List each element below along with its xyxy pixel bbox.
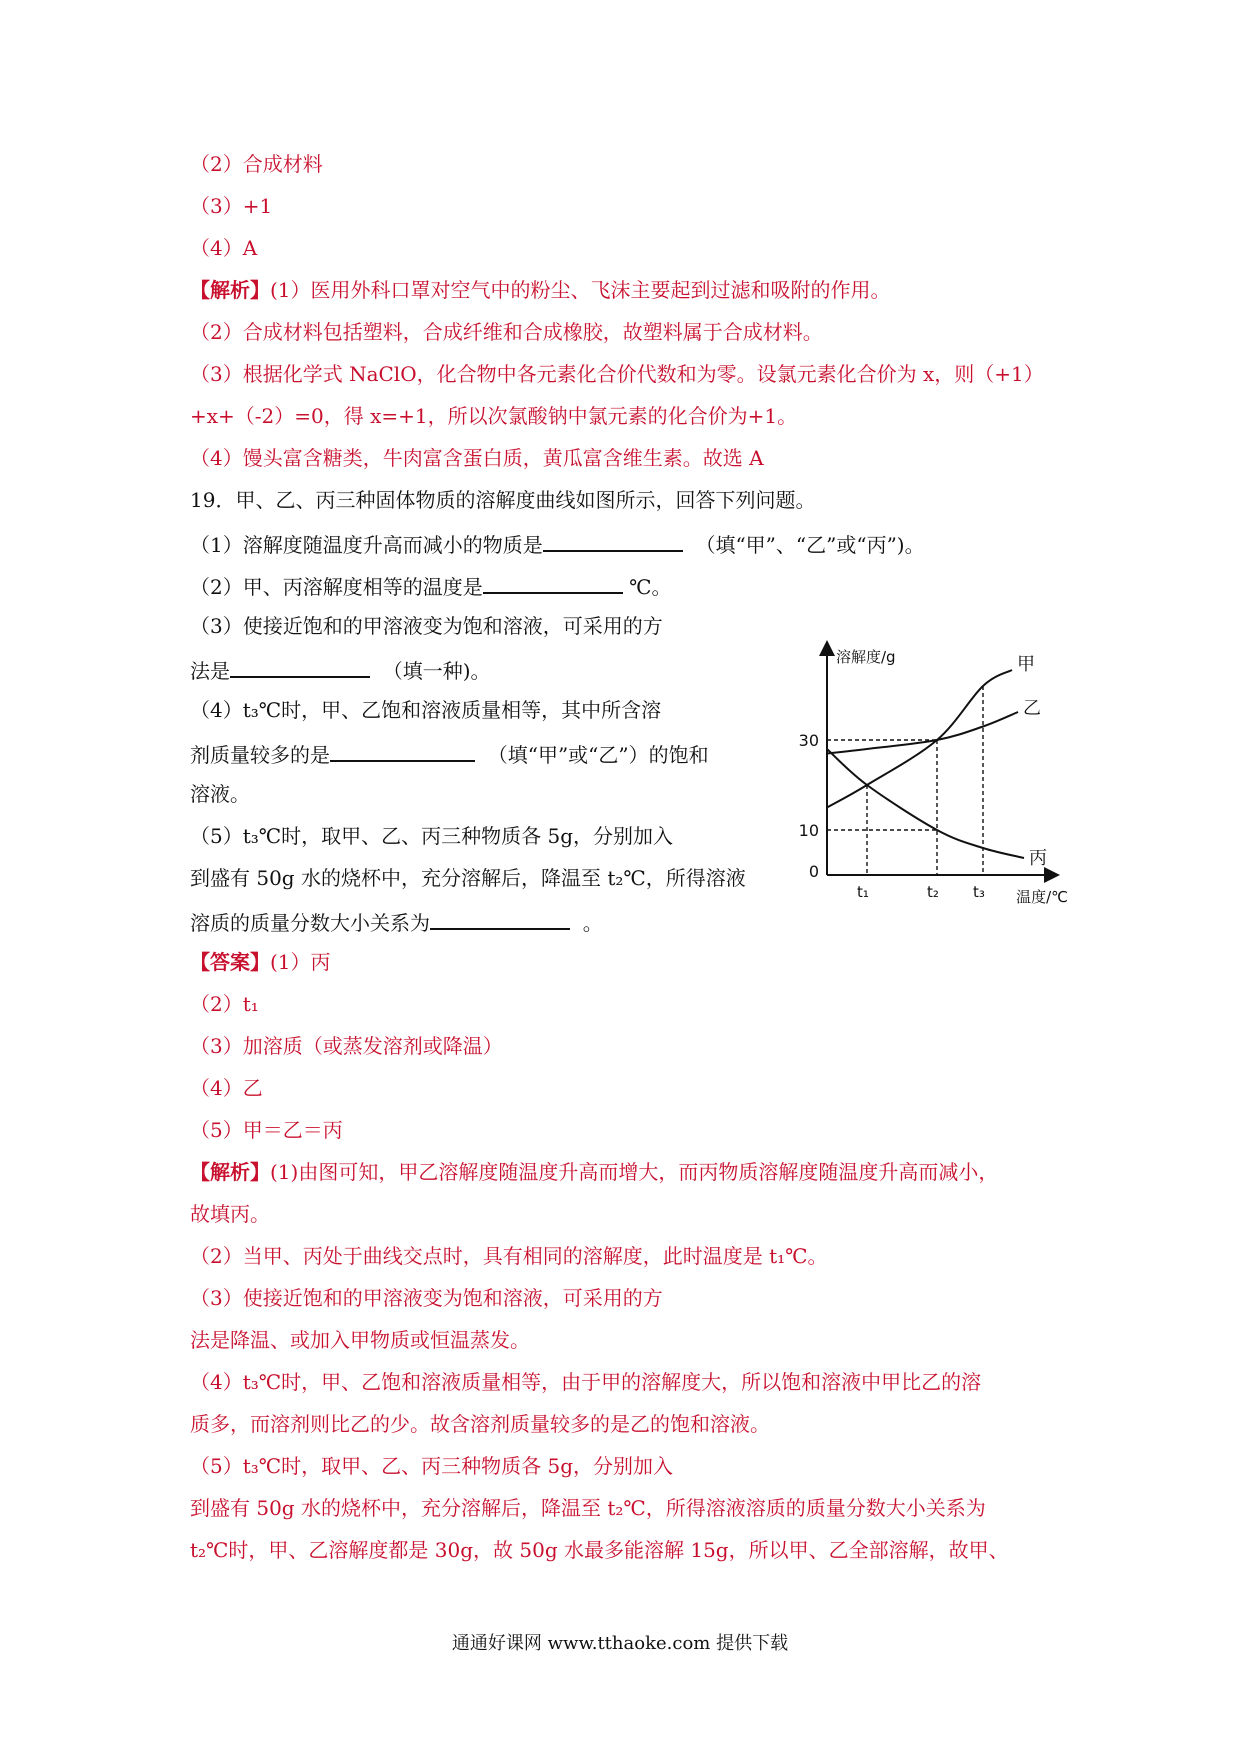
answer-5: （5）甲＝乙＝丙 — [190, 1118, 343, 1142]
question-3a: （3）使接近饱和的甲溶液变为饱和溶液，可采用的方 — [190, 614, 663, 638]
analysis-5b: 到盛有 50g 水的烧杯中，充分溶解后，降温至 t₂℃，所得溶液溶质的质量分数大小关系为 — [190, 1496, 986, 1520]
answer-1-text: (1）丙 — [270, 950, 331, 974]
q5-blank — [430, 906, 570, 930]
page-footer: 通通好课网 www.tthaoke.com 提供下载 — [451, 1633, 789, 1654]
answer-3: （3）加溶质（或蒸发溶剂或降温） — [190, 1034, 503, 1058]
y-tick-label: 30 — [798, 731, 819, 750]
question-3b — [190, 654, 491, 685]
prev-analysis-4: （4）馒头富含糖类，牛肉富含蛋白质，黄瓜富含维生素。故选 A — [190, 446, 764, 470]
prev-answer-3: （3）+1 — [190, 194, 273, 218]
prev-analysis-3a: （3）根据化学式 NaClO，化合物中各元素化合价代数和为零。设氯元素化合价为 x，则（+1） — [190, 362, 1044, 386]
prev-analysis-2: （2）合成材料包括塑料，合成纤维和合成橡胶，故塑料属于合成材料。 — [190, 320, 823, 344]
analysis-5a: （5）t₃℃时，取甲、乙、丙三种物质各 5g，分别加入 — [190, 1454, 674, 1478]
q2-unit: ℃。 — [629, 575, 672, 599]
q3-blank — [230, 654, 370, 678]
q2-text: （2）甲、丙溶解度相等的温度是 — [190, 575, 483, 599]
analysis-1b: 故填丙。 — [190, 1202, 270, 1226]
analysis-3b: 法是降温、或加入甲物质或恒温蒸发。 — [190, 1328, 530, 1352]
x-axis-label: 温度/℃ — [1016, 888, 1068, 906]
analysis-4b: 质多，而溶剂则比乙的少。故含溶剂质量较多的是乙的饱和溶液。 — [190, 1412, 770, 1436]
q4-blank — [330, 738, 475, 762]
analysis-text: (1）医用外科口罩对空气中的粉尘、飞沫主要起到过滤和吸附的作用。 — [270, 278, 891, 302]
question-2 — [190, 570, 671, 601]
question-5a: （5）t₃℃时，取甲、乙、丙三种物质各 5g，分别加入 — [190, 824, 674, 848]
question-4c: 溶液。 — [190, 782, 250, 806]
prev-analysis-1 — [190, 276, 891, 304]
q4-hint: （填“甲”或“乙”）的饱和 — [487, 743, 709, 767]
y-tick-label: 0 — [808, 862, 819, 881]
answer-tag: 【答案】 — [190, 950, 270, 974]
analysis-tag: 【解析】 — [190, 278, 270, 302]
answer-4: （4）乙 — [190, 1076, 263, 1100]
prev-answer-2: （2）合成材料 — [190, 152, 323, 176]
q5-end: 。 — [582, 911, 603, 935]
prev-analysis-3b: +x+（-2）=0，得 x=+1，所以次氯酸钠中氯元素的化合价为+1。 — [190, 404, 798, 428]
q1-text: （1）溶解度随温度升高而减小的物质是 — [190, 533, 543, 557]
analysis-tag: 【解析】 — [190, 1160, 270, 1184]
question-4b — [190, 738, 709, 769]
q5-text: 溶质的质量分数大小关系为 — [190, 911, 430, 935]
analysis-5c: t₂℃时，甲、乙溶解度都是 30g，故 50g 水最多能溶解 15g，所以甲、乙全部溶解，故甲、 — [190, 1538, 1009, 1562]
q4-text: 剂质量较多的是 — [190, 743, 330, 767]
question-stem: 19．甲、乙、丙三种固体物质的溶解度曲线如图所示，回答下列问题。 — [190, 488, 816, 512]
analysis-1a — [190, 1158, 998, 1186]
analysis-1a-text: (1)由图可知，甲乙溶解度随温度升高而增大，而丙物质溶解度随温度升高而减小， — [270, 1160, 999, 1184]
analysis-3a: （3）使接近饱和的甲溶液变为饱和溶液，可采用的方 — [190, 1286, 663, 1310]
analysis-4a: （4）t₃℃时，甲、乙饱和溶液质量相等，由于甲的溶解度大，所以饱和溶液中甲比乙的溶 — [190, 1370, 982, 1394]
y-axis-label: 溶解度/g — [836, 648, 896, 666]
answer-1 — [190, 948, 331, 976]
curve-yi — [827, 712, 1018, 754]
answer-2: （2）t₁ — [190, 992, 259, 1016]
curve-jia — [827, 670, 1012, 808]
prev-answer-4: （4）A — [190, 236, 258, 260]
q1-blank — [543, 528, 683, 552]
series-label: 丙 — [1029, 848, 1047, 869]
x-tick-label: t₃ — [973, 883, 985, 901]
question-4a: （4）t₃℃时，甲、乙饱和溶液质量相等，其中所含溶 — [190, 698, 662, 722]
question-5b: 到盛有 50g 水的烧杯中，充分溶解后，降温至 t₂℃，所得溶液 — [190, 866, 746, 890]
q3-text: 法是 — [190, 659, 230, 683]
solubility-chart — [790, 640, 1070, 910]
y-tick-label: 10 — [798, 821, 819, 840]
question-5c — [190, 906, 603, 937]
x-tick-label: t₂ — [927, 883, 939, 901]
q3-hint: （填一种)。 — [382, 659, 491, 683]
analysis-2: （2）当甲、丙处于曲线交点时，具有相同的溶解度，此时温度是 t₁℃。 — [190, 1244, 828, 1268]
curve-bing — [827, 749, 1024, 858]
q2-blank — [483, 570, 623, 594]
q1-hint: （填“甲”、“乙”或“丙”)。 — [695, 533, 925, 557]
series-label: 乙 — [1023, 698, 1041, 719]
question-1 — [190, 528, 925, 559]
x-tick-label: t₁ — [857, 883, 869, 901]
series-label: 甲 — [1017, 654, 1035, 675]
